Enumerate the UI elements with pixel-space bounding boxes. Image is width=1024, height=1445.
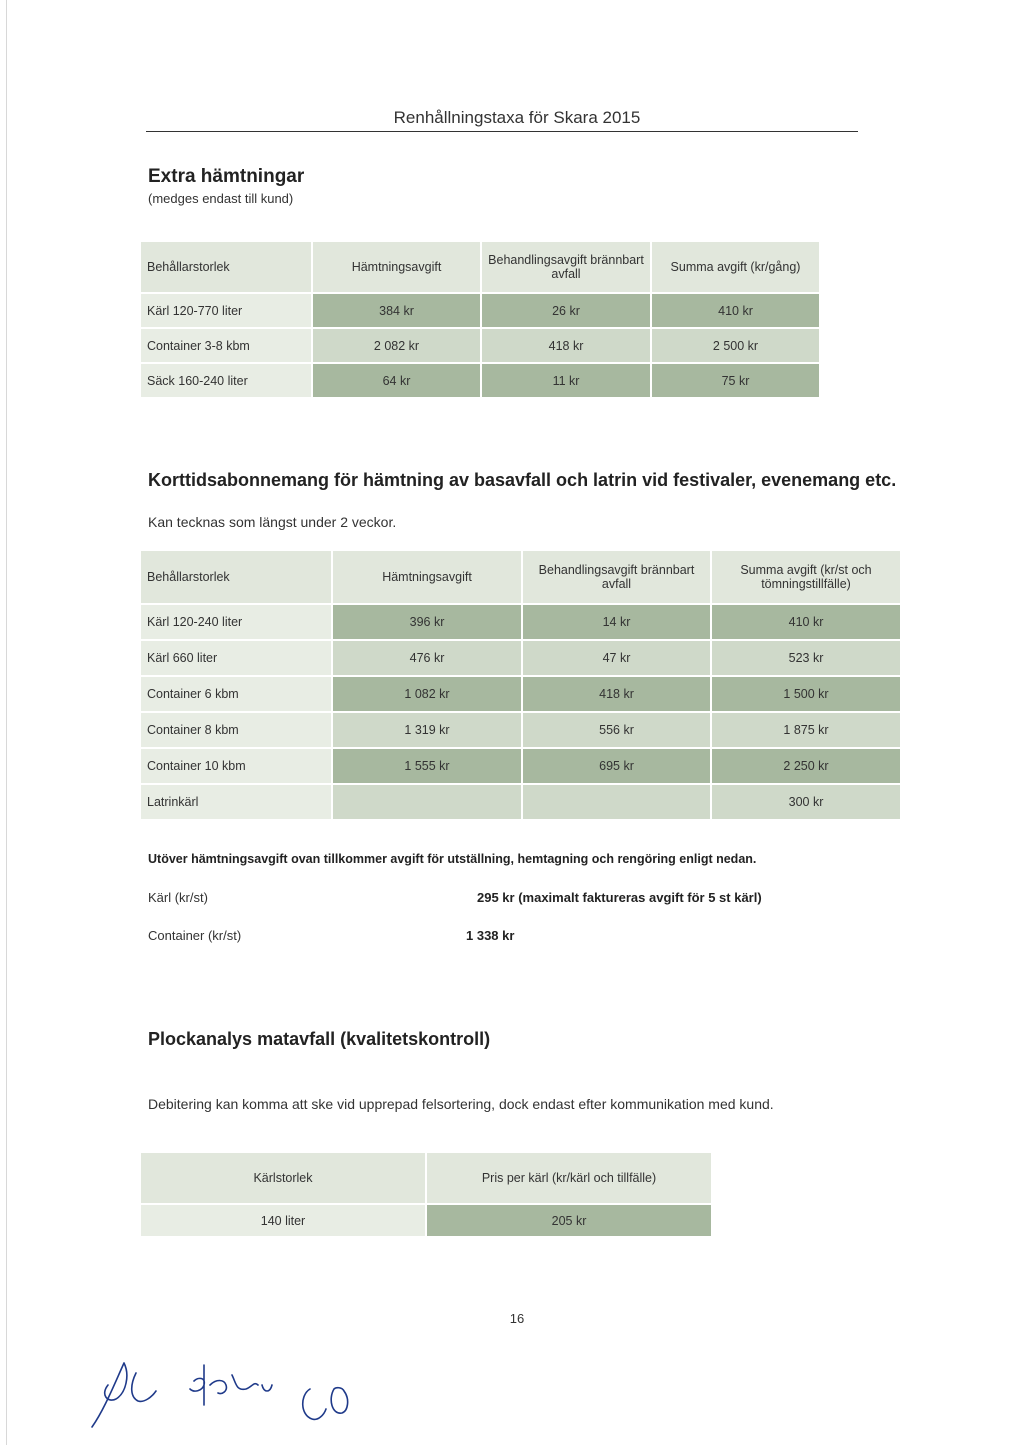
table-cell: 14 kr (523, 605, 710, 639)
table-cell: 205 kr (427, 1205, 711, 1236)
plock-table (139, 1151, 713, 1238)
table-cell-empty (333, 785, 521, 819)
table-cell: 64 kr (313, 364, 480, 397)
handwritten-signature (86, 1355, 366, 1435)
page-number: 16 (509, 1311, 525, 1326)
table-cell: 1 875 kr (712, 713, 900, 747)
section-subtitle-plock: Debitering kan komma att ske vid upprepad felsortering, dock endast efter kommunikation med kund. (148, 1096, 774, 1112)
section-title-extra: Extra hämtningar (148, 166, 305, 187)
col-header: Pris per kärl (kr/kärl och tillfälle) (427, 1153, 711, 1203)
table-cell: 556 kr (523, 713, 710, 747)
table-cell: 11 kr (482, 364, 650, 397)
table-cell: Container 10 kbm (141, 749, 331, 783)
table-cell: 47 kr (523, 641, 710, 675)
table-cell: 418 kr (523, 677, 710, 711)
table-cell: 300 kr (712, 785, 900, 819)
table-cell: Container 8 kbm (141, 713, 331, 747)
page-edge (6, 0, 7, 1445)
short-term-table (139, 549, 902, 821)
table-row (141, 677, 900, 711)
table-row (141, 329, 819, 362)
col-header: Behållarstorlek (141, 242, 311, 292)
table-cell: 1 082 kr (333, 677, 521, 711)
extra-fee-value: 295 kr (maximalt faktureras avgift för 5 st kärl) (477, 890, 762, 905)
table-cell: 418 kr (482, 329, 650, 362)
col-header: Behållarstorlek (141, 551, 331, 603)
table-cell: Kärl 120-240 liter (141, 605, 331, 639)
header-rule (146, 131, 858, 132)
table-header-row (141, 551, 900, 603)
table-cell: Kärl 660 liter (141, 641, 331, 675)
table-row (141, 713, 900, 747)
additional-fees-note: Utöver hämtningsavgift ovan tillkommer avgift för utställning, hemtagning och rengöring enligt nedan. (148, 852, 757, 866)
section-subtitle-extra: (medges endast till kund) (148, 191, 294, 206)
table-cell: 396 kr (333, 605, 521, 639)
col-header: Behandlingsavgift brännbart avfall (523, 551, 710, 603)
table-cell: 2 250 kr (712, 749, 900, 783)
table-cell: Container 6 kbm (141, 677, 331, 711)
table-cell: 75 kr (652, 364, 819, 397)
table-cell: Latrinkärl (141, 785, 331, 819)
table-cell: 384 kr (313, 294, 480, 327)
table-row (141, 294, 819, 327)
table-cell: 695 kr (523, 749, 710, 783)
extra-fee-label: Container (kr/st) (148, 928, 242, 943)
section-subtitle-short-term: Kan tecknas som längst under 2 veckor. (148, 514, 397, 530)
table-cell: 410 kr (652, 294, 819, 327)
extra-fees-table (139, 240, 821, 399)
col-header: Hämtningsavgift (333, 551, 521, 603)
table-header-row (141, 1153, 711, 1203)
table-cell: Säck 160-240 liter (141, 364, 311, 397)
table-cell: 476 kr (333, 641, 521, 675)
extra-fee-value: 1 338 kr (466, 928, 515, 943)
table-cell-empty (523, 785, 710, 819)
table-row (141, 641, 900, 675)
table-cell: 523 kr (712, 641, 900, 675)
col-header: Hämtningsavgift (313, 242, 480, 292)
col-header: Behandlingsavgift brännbart avfall (482, 242, 650, 292)
extra-fee-label: Kärl (kr/st) (148, 890, 208, 905)
table-cell: 1 500 kr (712, 677, 900, 711)
table-row (141, 1205, 711, 1236)
section-title-short-term: Korttidsabonnemang för hämtning av basavfall och latrin vid festivaler, evenemang etc. (148, 470, 897, 490)
col-header: Kärlstorlek (141, 1153, 425, 1203)
table-cell: Container 3-8 kbm (141, 329, 311, 362)
section-title-plock: Plockanalys matavfall (kvalitetskontroll) (148, 1029, 491, 1049)
table-row (141, 749, 900, 783)
table-cell: 2 500 kr (652, 329, 819, 362)
table-cell: 140 liter (141, 1205, 425, 1236)
table-row (141, 785, 900, 819)
table-cell: 410 kr (712, 605, 900, 639)
table-cell: 1 319 kr (333, 713, 521, 747)
table-cell: 26 kr (482, 294, 650, 327)
table-header-row (141, 242, 819, 292)
table-cell: Kärl 120-770 liter (141, 294, 311, 327)
table-row (141, 605, 900, 639)
table-cell: 2 082 kr (313, 329, 480, 362)
table-row (141, 364, 819, 397)
col-header: Summa avgift (kr/gång) (652, 242, 819, 292)
page-header-title: Renhållningstaxa för Skara 2015 (393, 108, 641, 127)
col-header: Summa avgift (kr/st och tömningstillfälle) (712, 551, 900, 603)
table-cell: 1 555 kr (333, 749, 521, 783)
